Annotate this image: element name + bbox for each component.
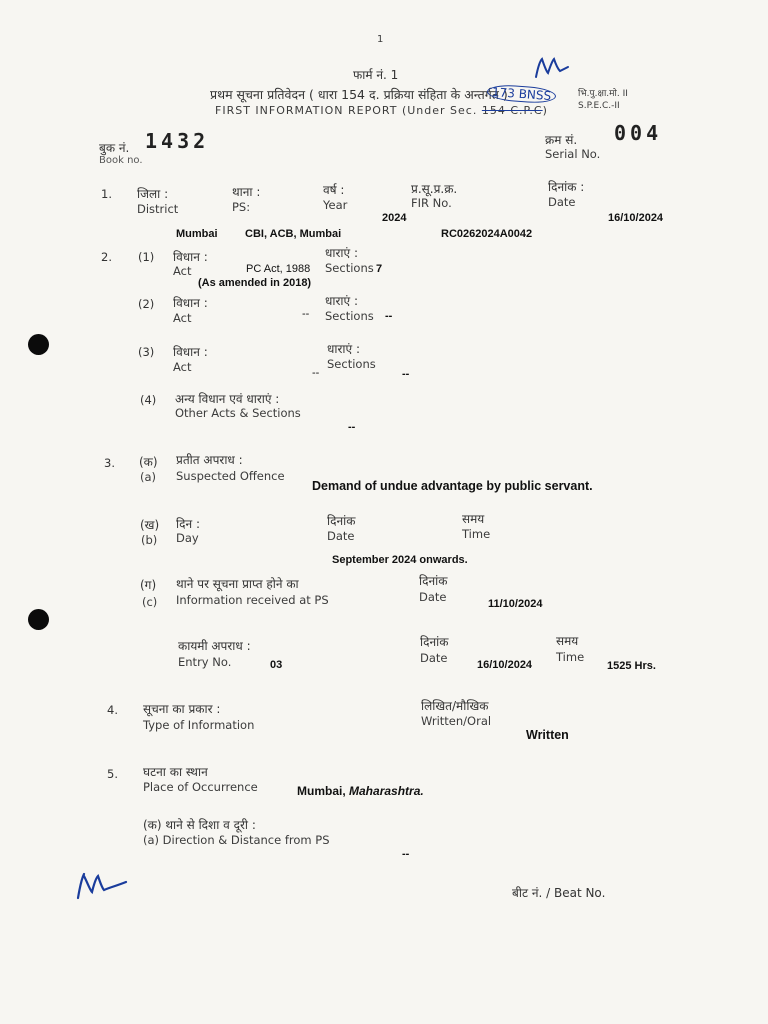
offence-label-hindi: प्रतीत अपराध : — [176, 453, 243, 467]
offence-label: Suspected Offence — [176, 469, 285, 483]
act-row-2-label-hindi: विधान : — [173, 296, 208, 310]
ps-label-hindi: थाना : — [232, 185, 261, 199]
place-label-hindi: घटना का स्थान — [143, 765, 208, 779]
section-row-3-label-hindi: धाराएं : — [327, 342, 360, 356]
form-title-english-pre: FIRST INFORMATION REPORT (Under Sec. — [215, 104, 482, 117]
book-number-value: 1432 — [145, 129, 210, 153]
district-label-hindi: जिला : — [137, 187, 169, 201]
act-row-3-value: -- — [312, 367, 320, 379]
entry-date-value: 16/10/2024 — [477, 659, 533, 671]
district-label: District — [137, 202, 179, 216]
serial-number-label-hindi: क्रम सं. — [545, 133, 578, 147]
date-label-hindi: दिनांक : — [548, 180, 585, 194]
punch-hole-bottom — [28, 609, 49, 630]
ps-label: PS: — [232, 200, 251, 214]
serial-number-value: 004 — [614, 121, 663, 145]
beat-number-label: बीट नं. / Beat No. — [512, 886, 606, 900]
other-acts-value: -- — [348, 421, 356, 433]
section-row-2-value: -- — [385, 310, 393, 322]
entry-label: Entry No. — [178, 655, 232, 669]
book-number-label-hindi: बुक नं. — [99, 141, 130, 155]
section-2-number: 2. — [101, 250, 112, 264]
ps-value: CBI, ACB, Mumbai — [245, 228, 342, 240]
year-label-hindi: वर्ष : — [323, 183, 345, 197]
other-acts-label: Other Acts & Sections — [175, 406, 301, 420]
info-received-date-label: Date — [419, 590, 447, 604]
page-number: 1 — [377, 34, 384, 45]
info-received-date-label-hindi: दिनांक — [419, 574, 448, 588]
act-row-1-value-note: (As amended in 2018) — [198, 277, 312, 289]
section-4-number: 4. — [107, 703, 118, 717]
entry-label-hindi: कायमी अपराध : — [178, 639, 251, 653]
form-title-hindi-text: प्रथम सूचना प्रतिवेदन ( धारा 154 द. प्रक्रिया संहिता के अन्तर्गत ) — [210, 87, 508, 102]
act-row-2-index: (2) — [138, 297, 155, 311]
serial-number-label: Serial No. — [545, 147, 601, 161]
act-row-3-index: (3) — [138, 345, 155, 359]
section-row-3-value: -- — [402, 368, 410, 380]
info-received-label-hindi: थाने पर सूचना प्राप्त होने का — [176, 577, 299, 591]
info-type-label: Type of Information — [143, 718, 255, 732]
act-row-2-label: Act — [173, 311, 192, 325]
year-value: 2024 — [382, 212, 407, 224]
section-row-1-label: Sections — [325, 261, 374, 275]
info-received-date-value: 11/10/2024 — [488, 598, 543, 610]
fir-label-hindi: प्र.सू.प्र.क्र. — [411, 182, 458, 196]
handwritten-initials-top — [532, 55, 572, 81]
form-code-english: S.P.E.C.-II — [578, 101, 620, 111]
handwritten-section-correction: 173 BNSS — [487, 84, 557, 105]
form-title-english-post: ) — [542, 104, 548, 117]
entry-date-label-hindi: दिनांक — [420, 635, 449, 649]
entry-number-value: 03 — [270, 659, 283, 671]
day-label: Day — [176, 531, 199, 545]
fir-value: RC0262024A0042 — [441, 228, 533, 240]
form-title-english-struck: 154 C.P.C — [481, 104, 543, 117]
offence-index: (a) — [140, 470, 157, 484]
section-3-number: 3. — [104, 456, 115, 470]
act-row-3-label: Act — [173, 360, 192, 374]
other-acts-label-hindi: अन्य विधान एवं धाराएं : — [175, 392, 280, 406]
direction-value: -- — [402, 848, 410, 860]
section-1-number: 1. — [101, 187, 112, 201]
fir-label: FIR No. — [411, 196, 452, 210]
info-type-value: Written — [526, 728, 569, 742]
occurrence-time-label-hindi: समय — [462, 512, 485, 526]
place-label: Place of Occurrence — [143, 780, 258, 794]
occurrence-period-value: September 2024 onwards. — [332, 554, 468, 566]
section-row-1-value: 7 — [376, 263, 383, 275]
act-row-1-label: Act — [173, 264, 192, 278]
act-row-3-label-hindi: विधान : — [173, 345, 208, 359]
place-value-state: Maharashtra. — [349, 784, 424, 798]
place-value — [297, 784, 424, 798]
date-label: Date — [548, 195, 576, 209]
section-row-2-label-hindi: धाराएं : — [325, 294, 358, 308]
direction-label: (a) Direction & Distance from PS — [143, 833, 330, 847]
punch-hole-top — [28, 334, 49, 355]
section-row-1-label-hindi: धाराएं : — [325, 246, 358, 260]
place-value-city: Mumbai, — [297, 784, 350, 798]
section-row-3-label: Sections — [327, 357, 376, 371]
offence-index-hindi: (क) — [139, 455, 158, 469]
act-row-1-value: PC Act, 1988 — [246, 263, 311, 275]
district-value: Mumbai — [176, 228, 218, 240]
date-value: 16/10/2024 — [608, 212, 664, 224]
form-number: फार्म नं. 1 — [353, 68, 399, 82]
info-received-index-hindi: (ग) — [140, 578, 157, 592]
occurrence-date-label-hindi: दिनांक — [327, 514, 356, 528]
info-received-index: (c) — [142, 595, 158, 609]
day-index-hindi: (ख) — [140, 518, 160, 532]
info-received-label: Information received at PS — [176, 593, 329, 607]
entry-date-label: Date — [420, 651, 448, 665]
book-number-label: Book no. — [99, 155, 143, 166]
info-mode-label: Written/Oral — [421, 714, 492, 728]
handwritten-initials-bottom — [72, 868, 132, 902]
direction-label-hindi: (क) थाने से दिशा व दूरी : — [143, 818, 256, 832]
day-index: (b) — [141, 533, 158, 547]
entry-time-value: 1525 Hrs. — [607, 660, 656, 672]
entry-time-label: Time — [556, 650, 585, 664]
form-title-english — [215, 104, 548, 117]
year-label: Year — [323, 198, 348, 212]
form-code-hindi: भि.पु.क्षा.मो. II — [578, 89, 628, 99]
info-type-label-hindi: सूचना का प्रकार : — [143, 702, 221, 716]
section-5-number: 5. — [107, 767, 118, 781]
other-acts-index: (4) — [140, 393, 157, 407]
act-row-2-value: -- — [302, 308, 310, 320]
entry-time-label-hindi: समय — [556, 634, 579, 648]
form-title-hindi — [210, 86, 508, 103]
occurrence-time-label: Time — [462, 527, 491, 541]
occurrence-date-label: Date — [327, 529, 355, 543]
section-row-2-label: Sections — [325, 309, 374, 323]
act-row-1-index: (1) — [138, 250, 155, 264]
info-mode-label-hindi: लिखित/मौखिक — [421, 699, 489, 713]
offence-value: Demand of undue advantage by public servant. — [312, 479, 593, 493]
act-row-1-label-hindi: विधान : — [173, 250, 208, 264]
day-label-hindi: दिन : — [176, 517, 200, 531]
